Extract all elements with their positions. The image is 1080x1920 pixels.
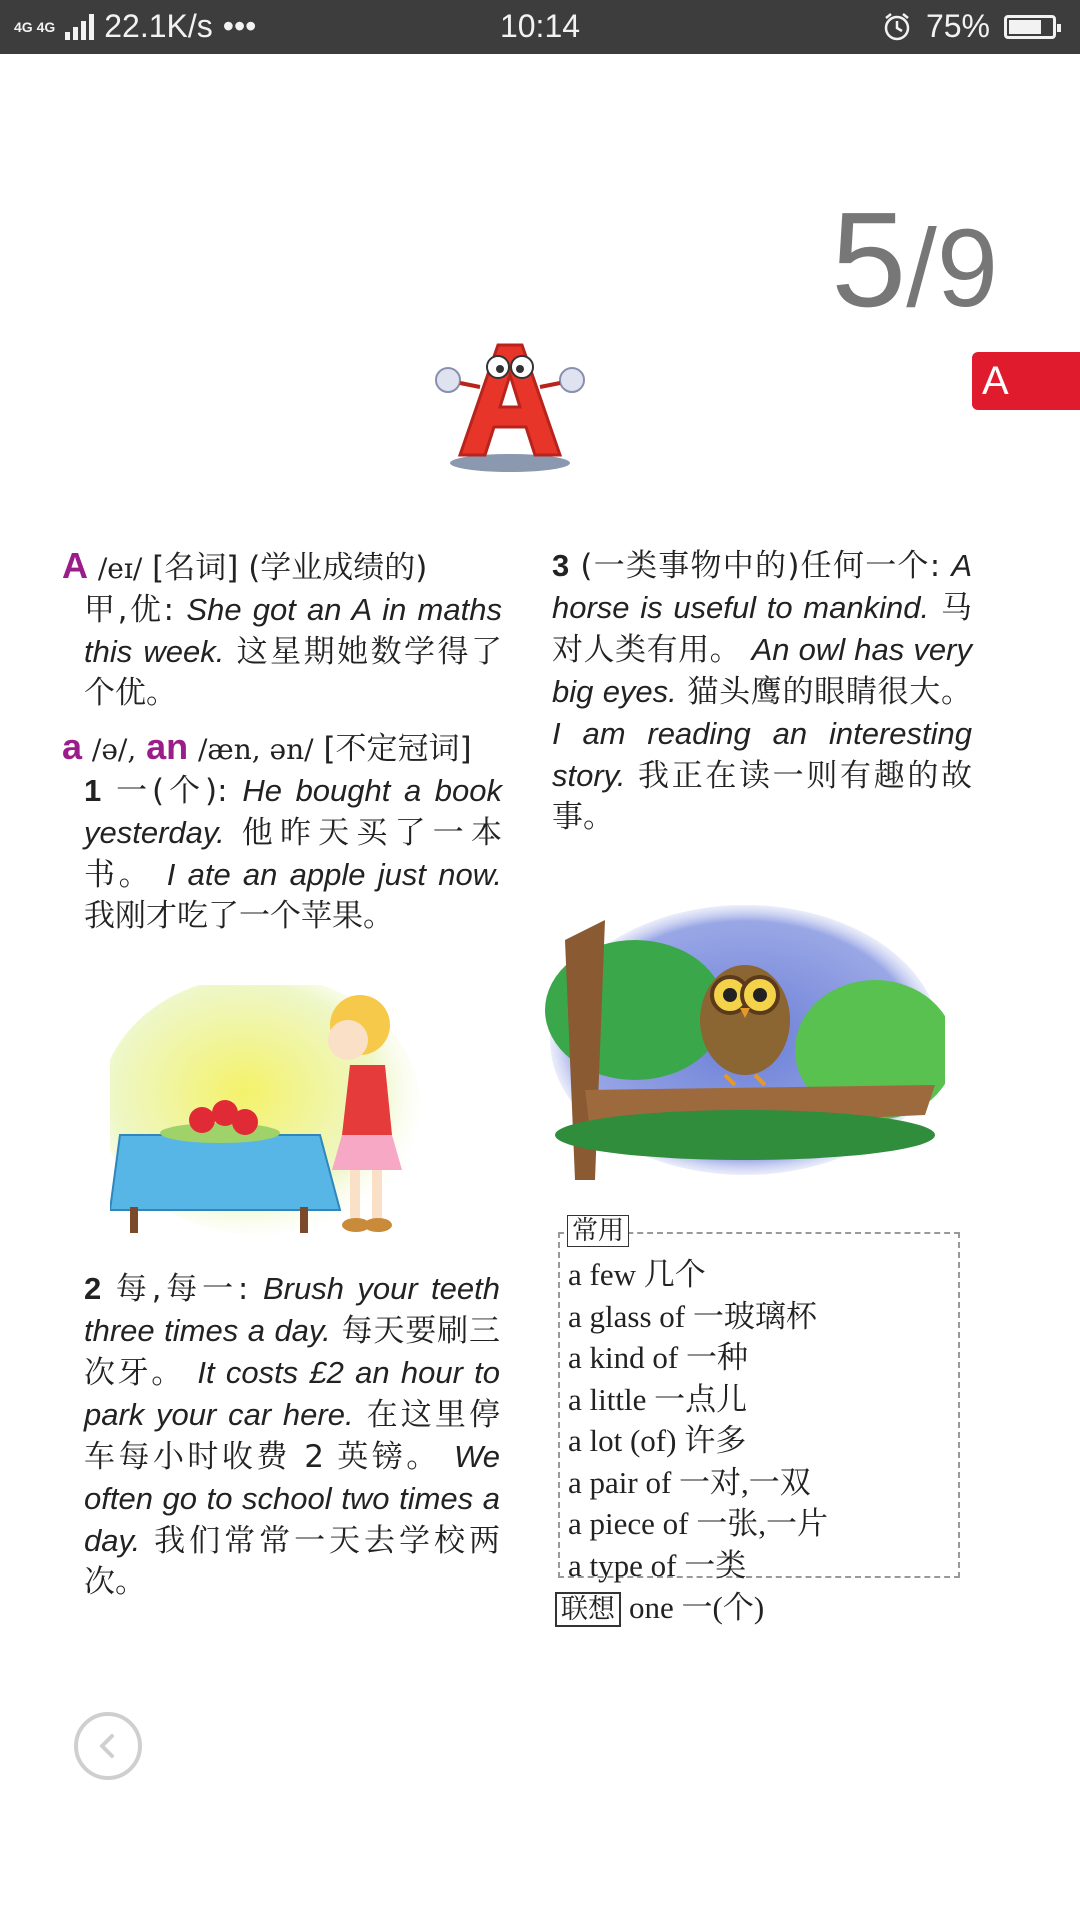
pronunciation: /æn, ən/: [197, 733, 314, 766]
total-pages: 9: [936, 207, 998, 330]
girl-eating-apple-illustration: [110, 985, 430, 1245]
pronunciation: /eɪ/: [97, 552, 143, 585]
page-separator: /: [906, 207, 937, 330]
part-of-speech: [名词]: [152, 550, 239, 586]
common-phrases-box: [558, 1232, 960, 1583]
phrase-list: [568, 1254, 958, 1586]
example-translation: 马对人类有用。: [552, 590, 972, 668]
related-words: [555, 1590, 764, 1628]
related-text: one 一(个): [629, 1590, 765, 1625]
sense-2: [84, 1268, 500, 1615]
phrase-item: a pair of 一对,一双: [568, 1464, 811, 1500]
battery-fill: [1009, 20, 1041, 34]
example-translation: 我们常常一天去学校两次。: [84, 1523, 500, 1600]
sense-number: 3: [552, 548, 570, 583]
meaning: (一类事物中的)任何一个:: [580, 548, 941, 584]
chevron-left-icon: [93, 1731, 123, 1761]
right-column: [552, 545, 972, 850]
sense-3: [552, 545, 972, 838]
page-counter: [831, 184, 998, 335]
example: I ate an apple just now.: [166, 857, 502, 892]
example: He bought a book yesterday.: [84, 773, 502, 850]
entry-a-grade: [62, 545, 502, 714]
related-tag: 联想: [555, 1592, 621, 1627]
meaning: 甲,优:: [84, 592, 174, 628]
phrase-item: a type of 一类: [568, 1547, 747, 1583]
entry-article: [62, 726, 502, 937]
phrase-item: a lot (of) 许多: [568, 1423, 747, 1458]
phrase-item: a glass of 一玻璃杯: [568, 1298, 817, 1334]
example: It costs £2 an hour to park your car here.: [84, 1355, 500, 1432]
example: She got an A in maths this week.: [84, 592, 502, 669]
phrase-item: a piece of 一张,一片: [568, 1506, 828, 1541]
battery-percent: 75%: [925, 8, 990, 44]
meaning: 一(个):: [116, 773, 228, 809]
usage-note: (学业成绩的): [248, 550, 428, 586]
example-translation: 猫头鹰的眼睛很大。: [687, 674, 973, 710]
example: I am reading an interesting story.: [552, 716, 972, 793]
meaning: 每,每一:: [115, 1271, 249, 1307]
more-icon: •••: [222, 8, 257, 44]
example: An owl has very big eyes.: [552, 632, 972, 709]
pronunciation: /ə/,: [91, 733, 137, 766]
example-translation: 我刚才吃了一个苹果。: [84, 898, 394, 934]
headword: a: [62, 726, 83, 767]
phrase-item: a few 几个: [568, 1257, 706, 1292]
example-translation: 每天要刷三次牙。: [84, 1313, 500, 1391]
network-type: 4G 4G: [14, 18, 56, 35]
example-translation: 我正在读一则有趣的故事。: [552, 758, 973, 835]
battery-icon: [1004, 15, 1056, 39]
letter-index-tab[interactable]: A: [972, 352, 1080, 410]
headword: A: [62, 545, 88, 586]
status-bar: [0, 0, 1080, 54]
letter-a-mascot-illustration: [430, 325, 590, 475]
phrase-item: a kind of 一种: [568, 1340, 748, 1375]
clock: 10:14: [499, 8, 581, 44]
example: We often go to school two times a day.: [84, 1439, 500, 1558]
status-right: [882, 8, 1056, 45]
example-translation: 这星期她数学得了个优。: [84, 634, 502, 711]
common-phrases-tag: 常用: [567, 1215, 629, 1247]
left-column: [62, 545, 502, 949]
example-translation: 在这里停车每小时收费 2 英镑。: [84, 1397, 501, 1475]
part-of-speech: [不定冠词]: [323, 731, 472, 767]
owl-on-branch-illustration: [545, 900, 945, 1180]
example: Brush your teeth three times a day.: [84, 1271, 500, 1348]
back-button[interactable]: [74, 1712, 142, 1780]
sense-number: 2: [84, 1271, 102, 1306]
example: A horse is useful to mankind.: [552, 548, 972, 625]
phrase-item: a little 一点儿: [568, 1381, 748, 1417]
headword: an: [146, 726, 189, 767]
network-speed: 22.1K/s: [104, 8, 213, 44]
sense-number: 1: [84, 773, 102, 808]
current-page: 5: [831, 184, 907, 335]
alarm-icon: [882, 12, 912, 42]
example-translation: 他昨天买了一本书。: [84, 815, 502, 893]
